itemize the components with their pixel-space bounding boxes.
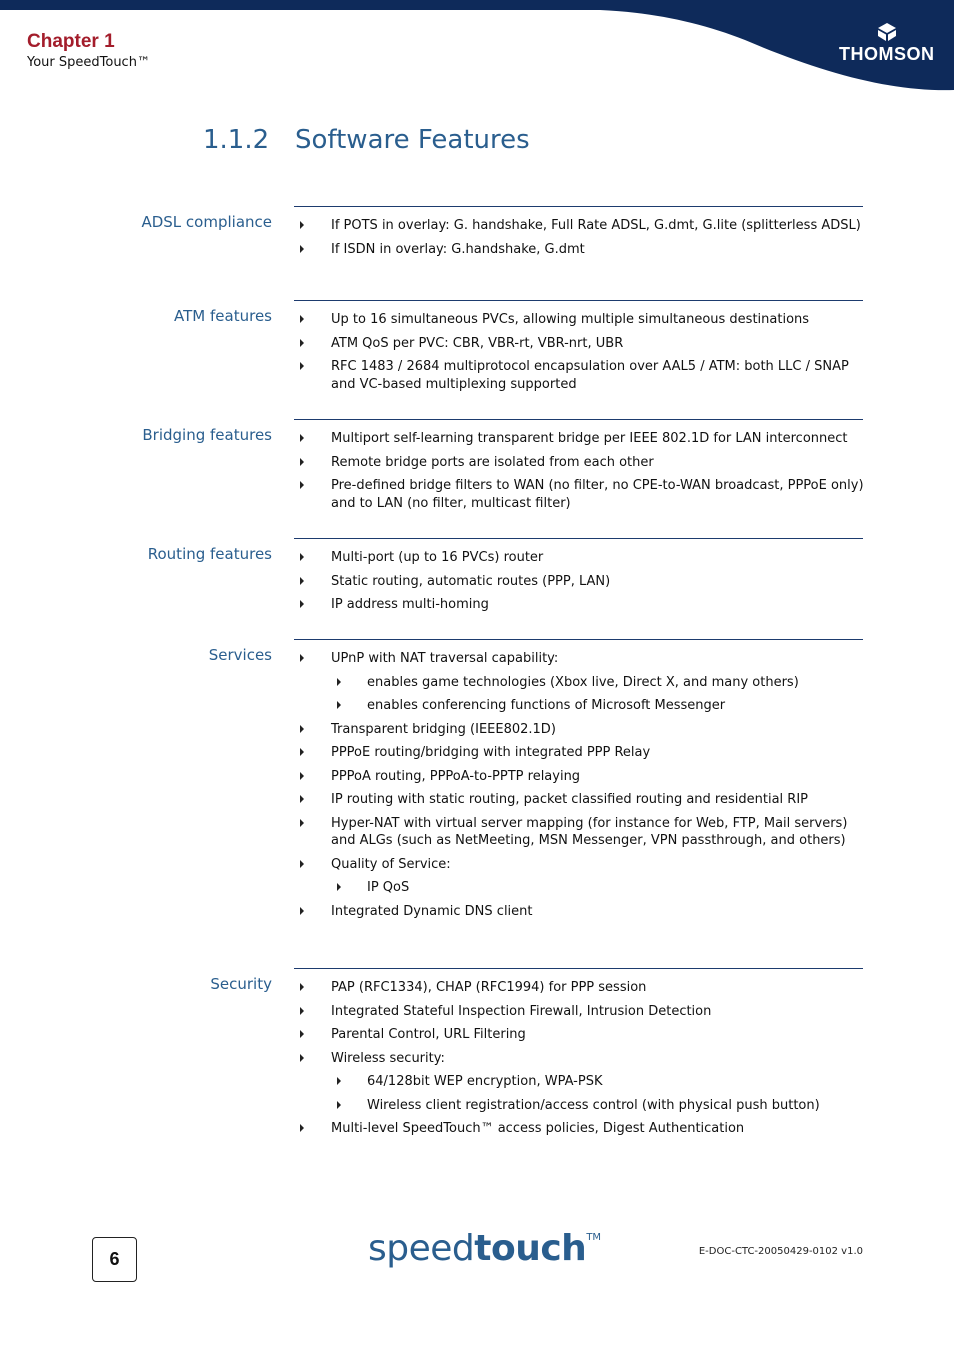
header-banner (0, 0, 954, 100)
section-divider (294, 419, 863, 420)
section-divider (294, 639, 863, 640)
list-item-text: Multiport self-learning transparent bridge per IEEE 802.1D for LAN interconnect (331, 431, 848, 446)
bullet-arrow-icon (300, 339, 304, 347)
list-item (294, 744, 866, 762)
sub-list-item (294, 697, 866, 715)
section-label: ATM features (174, 307, 272, 325)
section-label: Bridging features (142, 426, 272, 444)
list-item-text: Wireless client registration/access control (with physical push button) (367, 1097, 820, 1113)
bullet-arrow-icon (300, 654, 304, 662)
list-item (294, 1026, 866, 1044)
list-item (294, 721, 866, 739)
feature-list (294, 549, 866, 620)
list-item-text: Quality of Service: (331, 856, 451, 872)
sub-list-item (294, 879, 866, 897)
heading-number: 1.1.2 (203, 125, 270, 155)
bullet-arrow-icon (300, 860, 304, 868)
list-item (294, 430, 866, 448)
list-item (294, 335, 866, 353)
list-item-text: Hyper-NAT with virtual server mapping (for instance for Web, FTP, Mail servers) and ALGs (such as NetMeeting, MSN Messenger, VPN passthrough, and others) (331, 815, 848, 848)
list-item (294, 217, 866, 235)
section-heading (203, 125, 530, 155)
list-item (294, 815, 866, 850)
list-item (294, 1003, 866, 1021)
list-item (294, 979, 866, 997)
section-divider (294, 300, 863, 301)
list-item (294, 856, 866, 874)
list-item (294, 241, 866, 259)
list-item-text: Remote bridge ports are isolated from each other (331, 454, 654, 470)
bullet-arrow-icon (300, 1030, 304, 1038)
bullet-arrow-icon (300, 1124, 304, 1132)
brand-name: THOMSON (839, 44, 935, 64)
speedtouch-logo (368, 1228, 601, 1269)
bullet-arrow-icon (300, 553, 304, 561)
list-item (294, 650, 866, 668)
feature-list (294, 650, 866, 926)
logo-text-bold: touch (474, 1228, 587, 1269)
bullet-arrow-icon (300, 725, 304, 733)
list-item-text: Parental Control, URL Filtering (331, 1027, 526, 1042)
list-item-text: ATM QoS per PVC: CBR, VBR-rt, VBR-nrt, UBR (331, 335, 624, 351)
list-item-text: UPnP with NAT traversal capability: (331, 651, 559, 666)
bullet-arrow-icon (300, 577, 304, 585)
list-item (294, 454, 866, 472)
document-id: E-DOC-CTC-20050429-0102 v1.0 (698, 1246, 863, 1257)
sub-list-item (294, 674, 866, 692)
section-label: Services (208, 646, 272, 664)
section-divider (294, 968, 863, 969)
section-divider (294, 538, 863, 539)
list-item (294, 1050, 866, 1068)
bullet-arrow-icon (300, 362, 304, 370)
list-item (294, 573, 866, 591)
bullet-arrow-icon (337, 1101, 341, 1109)
bullet-arrow-icon (300, 748, 304, 756)
page-number: 6 (92, 1237, 137, 1282)
section-divider (294, 206, 863, 207)
list-item (294, 596, 866, 614)
list-item-text: Transparent bridging (IEEE802.1D) (331, 721, 556, 737)
list-item-text: Static routing, automatic routes (PPP, LAN) (331, 573, 611, 589)
list-item (294, 358, 866, 393)
list-item-text: enables game technologies (Xbox live, Direct X, and many others) (367, 674, 799, 690)
list-item-text: IP QoS (367, 880, 410, 895)
list-item-text: Pre-defined bridge filters to WAN (no filter, no CPE-to-WAN broadcast, PPPoE only) and to LAN (no filter, multicast filter) (331, 478, 864, 511)
list-item (294, 549, 866, 567)
list-item-text: If POTS in overlay: G. handshake, Full Rate ADSL, G.dmt, G.lite (splitterless ADSL) (331, 218, 861, 233)
bullet-arrow-icon (300, 600, 304, 608)
bullet-arrow-icon (300, 1007, 304, 1015)
bullet-arrow-icon (300, 983, 304, 991)
list-item-text: Integrated Stateful Inspection Firewall, Intrusion Detection (331, 1003, 712, 1019)
thomson-logo-icon (876, 22, 898, 42)
list-item-text: Up to 16 simultaneous PVCs, allowing multiple simultaneous destinations (331, 312, 810, 327)
bullet-arrow-icon (300, 434, 304, 442)
heading-title: Software Features (295, 125, 530, 155)
list-item-text: IP address multi-homing (331, 597, 489, 612)
bullet-arrow-icon (300, 315, 304, 323)
feature-list (294, 311, 866, 399)
list-item-text: If ISDN in overlay: G.handshake, G.dmt (331, 241, 585, 257)
feature-list (294, 979, 866, 1144)
list-item-text: Integrated Dynamic DNS client (331, 903, 533, 919)
bullet-arrow-icon (300, 458, 304, 466)
section-label: Security (210, 975, 272, 993)
chapter-label: Chapter 1 (27, 31, 115, 52)
bullet-arrow-icon (300, 1054, 304, 1062)
list-item-text: Multi-port (up to 16 PVCs) router (331, 550, 544, 565)
bullet-arrow-icon (337, 883, 341, 891)
logo-trademark: TM (586, 1232, 602, 1243)
list-item-text: PAP (RFC1334), CHAP (RFC1994) for PPP session (331, 980, 647, 995)
bullet-arrow-icon (300, 481, 304, 489)
thomson-brand (839, 22, 934, 65)
bullet-arrow-icon (300, 907, 304, 915)
list-item-text: Wireless security: (331, 1050, 445, 1066)
bullet-arrow-icon (300, 819, 304, 827)
list-item-text: PPPoA routing, PPPoA-to-PPTP relaying (331, 768, 581, 784)
bullet-arrow-icon (300, 245, 304, 253)
feature-list (294, 217, 866, 264)
feature-list (294, 430, 866, 518)
list-item (294, 791, 866, 809)
list-item-text: RFC 1483 / 2684 multiprotocol encapsulation over AAL5 / ATM: both LLC / SNAP and VC-based multiplexing supported (331, 359, 849, 392)
bullet-arrow-icon (337, 678, 341, 686)
list-item (294, 477, 866, 512)
list-item (294, 311, 866, 329)
bullet-arrow-icon (300, 221, 304, 229)
bullet-arrow-icon (337, 1077, 341, 1085)
list-item-text: 64/128bit WEP encryption, WPA-PSK (367, 1074, 603, 1089)
sub-list-item (294, 1073, 866, 1091)
list-item (294, 903, 866, 921)
list-item (294, 1120, 866, 1138)
list-item-text: PPPoE routing/bridging with integrated PPP Relay (331, 745, 651, 760)
logo-text-light: speed (368, 1228, 475, 1269)
list-item-text: Multi-level SpeedTouch™ access policies, Digest Authentication (331, 1121, 745, 1136)
list-item (294, 768, 866, 786)
bullet-arrow-icon (300, 772, 304, 780)
bullet-arrow-icon (337, 701, 341, 709)
list-item-text: IP routing with static routing, packet classified routing and residential RIP (331, 792, 808, 807)
sub-list-item (294, 1097, 866, 1115)
section-label: ADSL compliance (141, 213, 272, 231)
chapter-subtitle: Your SpeedTouch™ (27, 55, 150, 70)
bullet-arrow-icon (300, 795, 304, 803)
section-label: Routing features (147, 545, 272, 563)
list-item-text: enables conferencing functions of Microsoft Messenger (367, 698, 726, 713)
